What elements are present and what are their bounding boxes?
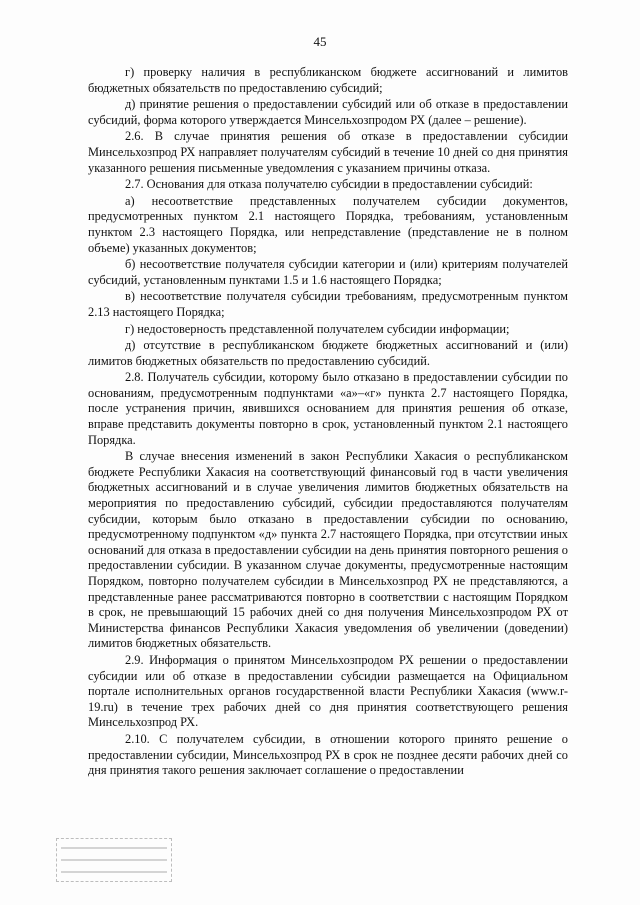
paragraph: В случае внесения изменений в закон Республики Хакасия о республиканском бюджете Республики Хакасия на соответствующий финансовый год в части увеличения бюджетных ассигнований и в случае увеличения лимитов бюджетных обязательств на мероприятия по предоставлению субсидий, субсидии предоставляются получателям субсидии, которым было отказано в предоставлении субсидии по основанию, предусмотренному подпунктом «д» пункта 2.7 настоящего Порядка, при отсутствии иных оснований для отказа в предоставлении субсидии на день принятия повторного решения о предоставлении субсидии. В указанном случае документы, предусмотренные настоящим Порядком, повторно получателем субсидии в Минсельхозпрод РХ не представляются, а представленные ранее рассматриваются повторно в соответствии с настоящим Порядком в срок, не превышающий 15 рабочих дней со дня получения Минсельхозпродом РХ от Министерства финансов Республики Хакасия уведомления об увеличении (доведении) лимитов бюджетных обязательств.	[88, 449, 568, 651]
paragraph: г) проверку наличия в республиканском бюджете ассигнований и лимитов бюджетных обязательств по предоставлению субсидий;	[88, 65, 568, 95]
paragraph: в) несоответствие получателя субсидии требованиям, предусмотренным пунктом 2.13 настоящего Порядка;	[88, 289, 568, 319]
paragraph: д) отсутствие в республиканском бюджете бюджетных ассигнований и (или) лимитов бюджетных обязательств по предоставлению субсидий.	[88, 338, 568, 368]
paragraph: 2.9. Информация о принятом Минсельхозпродом РХ решении о предоставлении субсидии или об отказе в предоставлении субсидии размещается на Официальном портале исполнительных органов государственной власти Республики Хакасия (www.r-19.ru) в течение трех рабочих дней со дня принятия соответствующего решения Минсельхозпрод РХ.	[88, 652, 568, 730]
paragraph: г) недостоверность представленной получателем субсидии информации;	[125, 321, 510, 336]
page-number: 45	[313, 34, 327, 49]
paragraph: б) несоответствие получателя субсидии категории и (или) критериям получателей субсидий, установленным пунктами 1.5 и 1.6 настоящего Порядка;	[88, 257, 568, 287]
paragraph: 2.10. С получателем субсидии, в отношении которого принято решение о предоставлении субсидии, Минсельхозпрод РХ в срок не позднее десяти рабочих дней со дня принятия такого решения заключает соглашение о предоставлении	[88, 731, 568, 778]
paragraph: а) несоответствие представленных получателем субсидии документов, предусмотренных пунктом 2.1 настоящего Порядка, требованиям, установленным пунктом 2.3 настоящего Порядка, или непредставление (представление не в полном объеме) указанных документов;	[88, 193, 568, 255]
paragraph: д) принятие решения о предоставлении субсидий или об отказе в предоставлении субсидий, форма которого утверждается Минсельхозпродом РХ (далее – решение).	[88, 97, 568, 127]
document-body	[88, 65, 568, 780]
paragraph: 2.6. В случае принятия решения об отказе в предоставлении субсидии Минсельхозпрод РХ направляет получателям субсидий в течение 10 дней со дня принятия указанного решения письменные уведомления с указанием причины отказа.	[88, 129, 568, 175]
paragraph: 2.7. Основания для отказа получателю субсидии в предоставлении субсидий:	[125, 177, 533, 192]
paragraph: 2.8. Получатель субсидии, которому было отказано в предоставлении субсидии по основаниям, предусмотренным подпунктами «а»–«г» пункта 2.7 настоящего Порядка, после устранения причин, явившихся основанием для принятия решения об отказе, вправе представить документы повторно в срок, установленный пунктом 2.1 настоящего Порядка.	[88, 370, 568, 447]
faded-stamp	[56, 838, 172, 882]
